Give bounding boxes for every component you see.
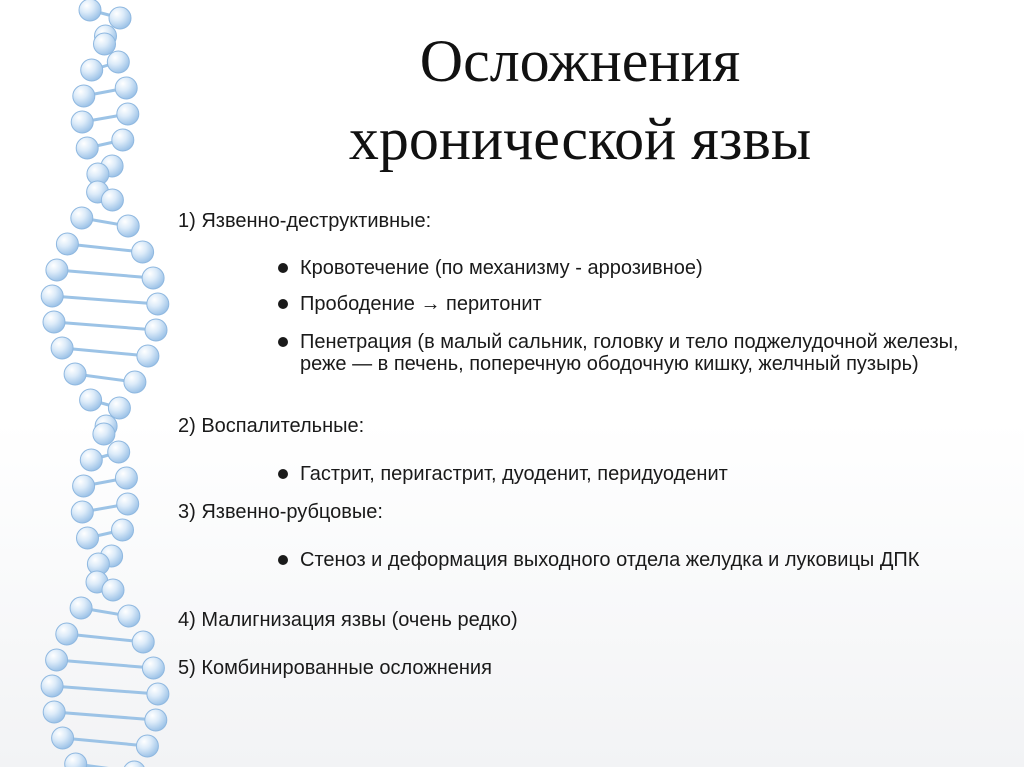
dna-bead xyxy=(64,363,86,385)
dna-bead xyxy=(43,311,65,333)
dna-bead xyxy=(117,215,139,237)
dna-bead xyxy=(132,241,154,263)
category-heading-5: 5) Комбинированные осложнения xyxy=(178,657,492,679)
dna-rung xyxy=(57,270,153,278)
dna-bead xyxy=(118,605,140,627)
page-title xyxy=(200,22,960,178)
dna-bead xyxy=(51,337,73,359)
dna-bead xyxy=(71,207,93,229)
bullet-text: Пенетрация (в малый сальник, головку и тело поджелудочной железы, реже — в печень, поперечную ободочную кишку, желчный пузырь) xyxy=(300,331,959,375)
dna-bead xyxy=(46,259,68,281)
dna-bead xyxy=(142,657,164,679)
dna-bead xyxy=(145,319,167,341)
dna-bead xyxy=(115,77,137,99)
dna-bead xyxy=(80,389,102,411)
bullet-dot-icon xyxy=(278,263,288,273)
title-line-1: Осложнения xyxy=(419,28,741,94)
dna-bead xyxy=(137,345,159,367)
category-heading-1: 1) Язвенно-деструктивные: xyxy=(178,210,432,232)
dna-bead xyxy=(65,753,87,767)
dna-bead xyxy=(108,397,130,419)
dna-rung xyxy=(52,686,158,694)
dna-bead xyxy=(112,519,134,541)
dna-bead xyxy=(52,727,74,749)
dna-rung xyxy=(54,322,156,330)
dna-bead xyxy=(80,449,102,471)
dna-bead xyxy=(132,631,154,653)
bullet-dot-icon xyxy=(278,299,288,309)
bullet-dot-icon xyxy=(278,469,288,479)
dna-bead xyxy=(145,709,167,731)
dna-bead xyxy=(56,233,78,255)
dna-bead xyxy=(76,137,98,159)
dna-bead xyxy=(41,675,63,697)
dna-bead xyxy=(101,189,123,211)
dna-bead xyxy=(73,85,95,107)
dna-bead xyxy=(43,701,65,723)
dna-rung xyxy=(62,348,148,356)
dna-rung xyxy=(63,738,148,746)
dna-bead xyxy=(117,103,139,125)
list-item xyxy=(278,549,1000,571)
dna-bead xyxy=(71,501,93,523)
dna-bead xyxy=(93,423,115,445)
dna-bead xyxy=(56,623,78,645)
dna-bead xyxy=(112,129,134,151)
title-line-2: хронической язвы xyxy=(348,106,812,172)
dna-bead xyxy=(124,371,146,393)
category-heading-4: 4) Малигнизация язвы (очень редко) xyxy=(178,609,518,631)
bullet-text: Прободение → перитонит xyxy=(300,293,542,315)
category-heading-3: 3) Язвенно-рубцовые: xyxy=(178,501,383,523)
dna-bead xyxy=(102,579,124,601)
bullet-dot-icon xyxy=(278,555,288,565)
dna-bead xyxy=(147,293,169,315)
dna-bead xyxy=(108,441,130,463)
dna-bead xyxy=(123,761,145,767)
bullet-dot-icon xyxy=(278,337,288,347)
dna-bead xyxy=(142,267,164,289)
dna-bead xyxy=(136,735,158,757)
dna-bead xyxy=(117,493,139,515)
dna-bead xyxy=(79,0,101,21)
dna-bead xyxy=(115,467,137,489)
list-item xyxy=(278,463,1000,485)
dna-bead xyxy=(81,59,103,81)
dna-bead xyxy=(71,111,93,133)
dna-bead xyxy=(46,649,68,671)
dna-bead xyxy=(109,7,131,29)
bullet-text: Гастрит, перигастрит, дуоденит, перидуоденит xyxy=(300,463,728,485)
dna-bead xyxy=(94,33,116,55)
dna-bead xyxy=(41,285,63,307)
list-item xyxy=(278,257,1000,279)
list-item xyxy=(278,331,1000,375)
dna-rung xyxy=(57,660,154,668)
dna-bead xyxy=(107,51,129,73)
bullet-text: Стеноз и деформация выходного отдела желудка и луковицы ДПК xyxy=(300,549,920,571)
dna-rung xyxy=(52,296,158,304)
list-item xyxy=(278,293,1000,315)
dna-bead xyxy=(77,527,99,549)
dna-bead xyxy=(147,683,169,705)
dna-helix-icon xyxy=(0,0,190,767)
dna-rung xyxy=(67,634,143,642)
dna-bead xyxy=(73,475,95,497)
category-heading-2: 2) Воспалительные: xyxy=(178,415,365,437)
dna-bead xyxy=(70,597,92,619)
dna-rung xyxy=(54,712,156,720)
bullet-text: Кровотечение (по механизму - аррозивное) xyxy=(300,257,703,279)
